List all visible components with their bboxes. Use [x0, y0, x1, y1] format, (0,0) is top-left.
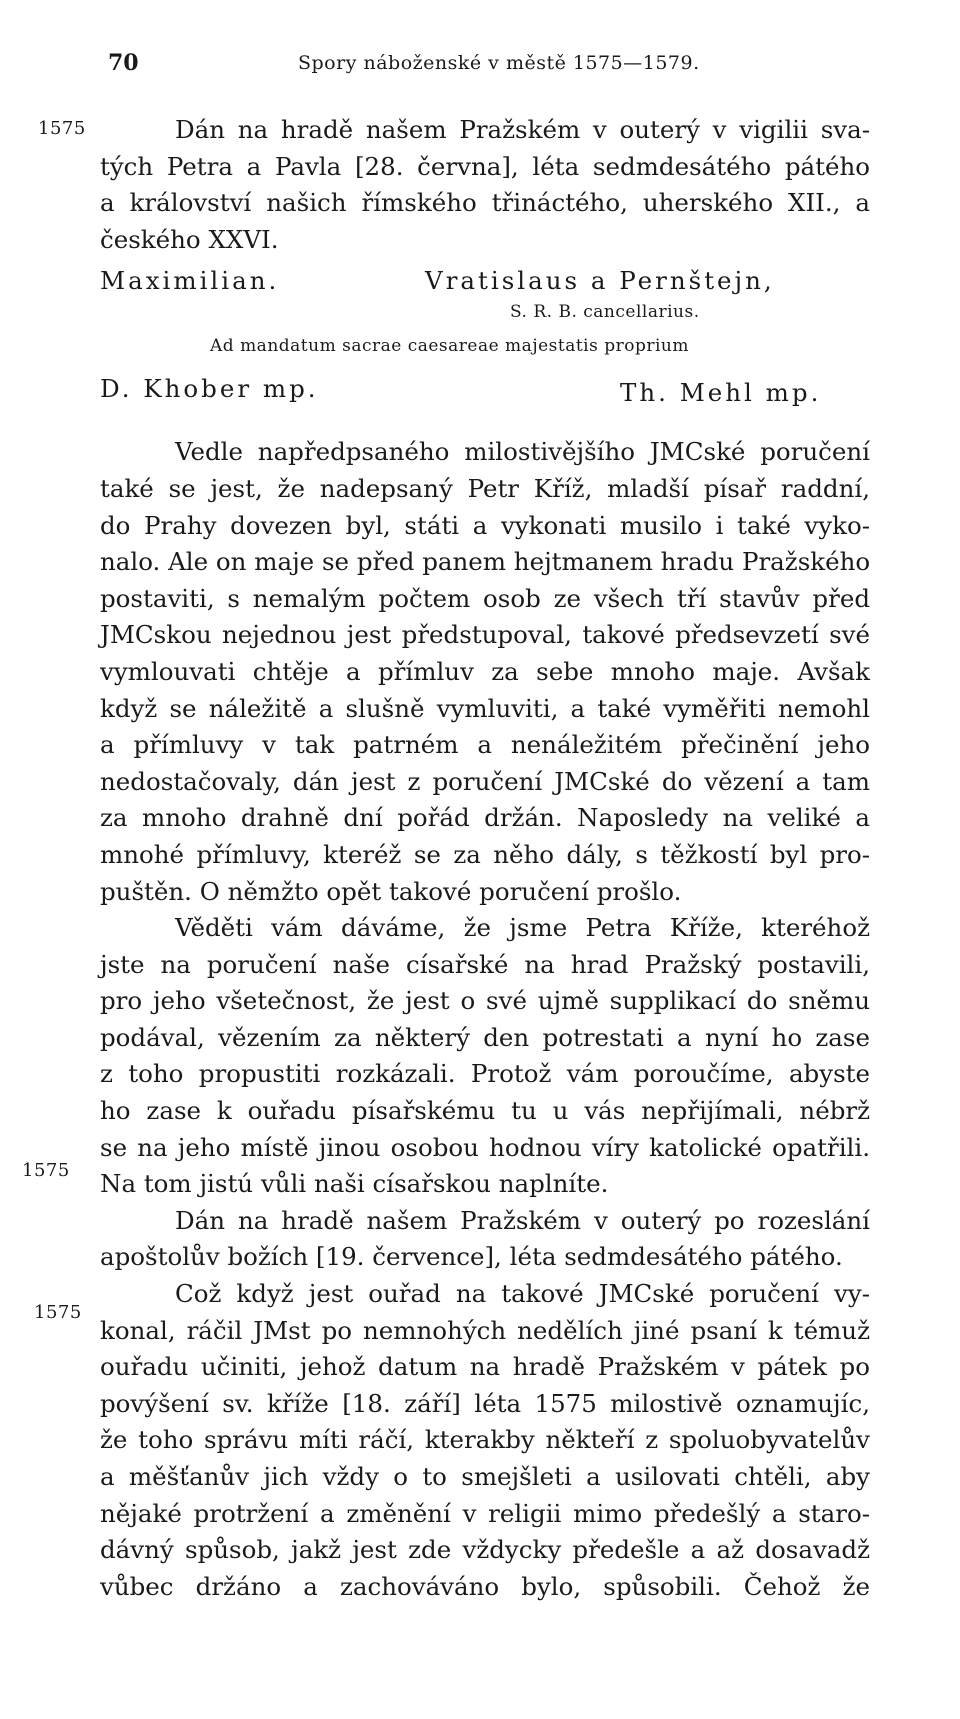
margin-year: 1575: [22, 1160, 70, 1181]
text-line: Vedle napředpsaného milostivějšího JMCské poručení: [175, 437, 870, 467]
text-line: povýšení sv. kříže [18. září] léta 1575 milostivě oznamujíc,: [100, 1388, 870, 1418]
margin-year: 1575: [38, 118, 86, 139]
text-line: jste na poručení naše císařské na hrad Pražský postavili,: [100, 949, 870, 979]
text-line: dávný spůsob, jakž jest zde vždycky předešle a až dosavadž: [100, 1535, 870, 1565]
text-line: mnohé přímluvy, kteréž se za něho dály, s těžkostí byl pro-: [100, 839, 870, 869]
page-header: [108, 50, 868, 80]
text-line: se na jeho místě jinou osobou hodnou víry katolické opatřili.: [100, 1132, 870, 1162]
margin-year: 1575: [34, 1302, 82, 1323]
text-line: za mnoho drahně dní pořád držán. Naposledy na veliké a: [100, 803, 870, 833]
signature-maximilian: Maximilian.: [100, 266, 280, 296]
signature-block: [100, 258, 870, 428]
text-line: vůbec držáno a zachováváno bylo, spůsobili. Čehož že: [100, 1571, 870, 1601]
text-line: JMCskou nejednou jest předstupoval, takové předsevzetí své: [100, 620, 870, 650]
text-line: Což když jest ouřad na takové JMCské poručení vy-: [175, 1279, 870, 1309]
text-line: pro jeho všetečnost, že jest o své ujmě supplikací do sněmu: [100, 986, 870, 1016]
text-line: a přímluvy v tak patrném a nenáležitém přečinění jeho: [100, 730, 870, 760]
dating-clause: [100, 112, 870, 258]
text-line: konal, ráčil JMst po nemnohých nedělích jiné psaní k témuž: [100, 1315, 870, 1345]
text-line: ho zase k ouřadu písařskému tu u vás nepřijímali, nébrž: [100, 1096, 870, 1126]
paragraph: [100, 910, 870, 1203]
paragraph: [100, 1276, 870, 1605]
text-line: podával, vězením za některý den potrestati a nyní ho zase: [100, 1022, 870, 1052]
text-line: nějaké protržení a změnění v religii mimo předešlý a staro-: [100, 1498, 870, 1528]
text-line: také se jest, že nadepsaný Petr Kříž, mladší písař raddní,: [100, 473, 870, 503]
running-title: Spory náboženské v městě 1575—1579.: [298, 52, 700, 74]
text-line: z toho propustiti rozkázali. Protož vám poroučíme, abyste: [100, 1059, 870, 1089]
signature-cancellarius: S. R. B. cancellarius.: [510, 302, 700, 323]
text-line: Dán na hradě našem Pražském v outerý v vigilii sva-: [175, 115, 870, 144]
text-line: puštěn. O němžto opět takové poručení prošlo.: [100, 876, 682, 906]
text-line: Dán na hradě našem Pražském v outerý po rozeslání: [175, 1205, 870, 1235]
page-number: 70: [108, 50, 139, 76]
paragraph: [100, 1203, 870, 1276]
signature-khober: D. Khober mp.: [100, 374, 319, 404]
paragraph: [100, 434, 870, 910]
text-line: ouřadu učiniti, jehož datum na hradě Pražském v pátek po: [100, 1352, 870, 1382]
text-line: apoštolův božích [19. července], léta sedmdesátého pátého.: [100, 1242, 843, 1272]
text-line: postaviti, s nemalým počtem osob ze všech tří stavův před: [100, 583, 870, 613]
text-line: tých Petra a Pavla [28. června], léta sedmdesátého pátého: [100, 151, 870, 181]
text-line: a království našich římského třináctého, uherského XII., a: [100, 188, 870, 218]
mandatum-line: Ad mandatum sacrae caesareae majestatis proprium: [210, 336, 689, 357]
text-line: do Prahy dovezen byl, státi a vykonati musilo i také vyko-: [100, 510, 870, 540]
text-line: nedostačovaly, dán jest z poručení JMCské do vězení a tam: [100, 766, 870, 796]
text-line: a měšťanův jich vždy o to smejšleti a usilovati chtěli, aby: [100, 1462, 870, 1491]
text-line: Věděti vám dáváme, že jsme Petra Kříže, kteréhož: [175, 913, 870, 943]
text-line: když se náležitě a slušně vymluviti, a také vyměřiti nemohl: [100, 693, 870, 723]
text-line: nalo. Ale on maje se před panem hejtmanem hradu Pražského: [100, 547, 871, 577]
signature-vratislaus: Vratislaus a Pernštejn,: [425, 266, 775, 296]
text-line: Na tom jistú vůli naši císařskou naplníte.: [100, 1169, 609, 1199]
signature-mehl: Th. Mehl mp.: [620, 378, 822, 408]
text-line: českého XXVI.: [100, 224, 279, 254]
body-text: [100, 112, 870, 1605]
text-line: vymlouvati chtěje a přímluv za sebe mnoho maje. Avšak: [100, 656, 870, 686]
text-line: že toho správu míti ráčí, kterakby někteří z spoluobyvatelův: [100, 1425, 870, 1455]
